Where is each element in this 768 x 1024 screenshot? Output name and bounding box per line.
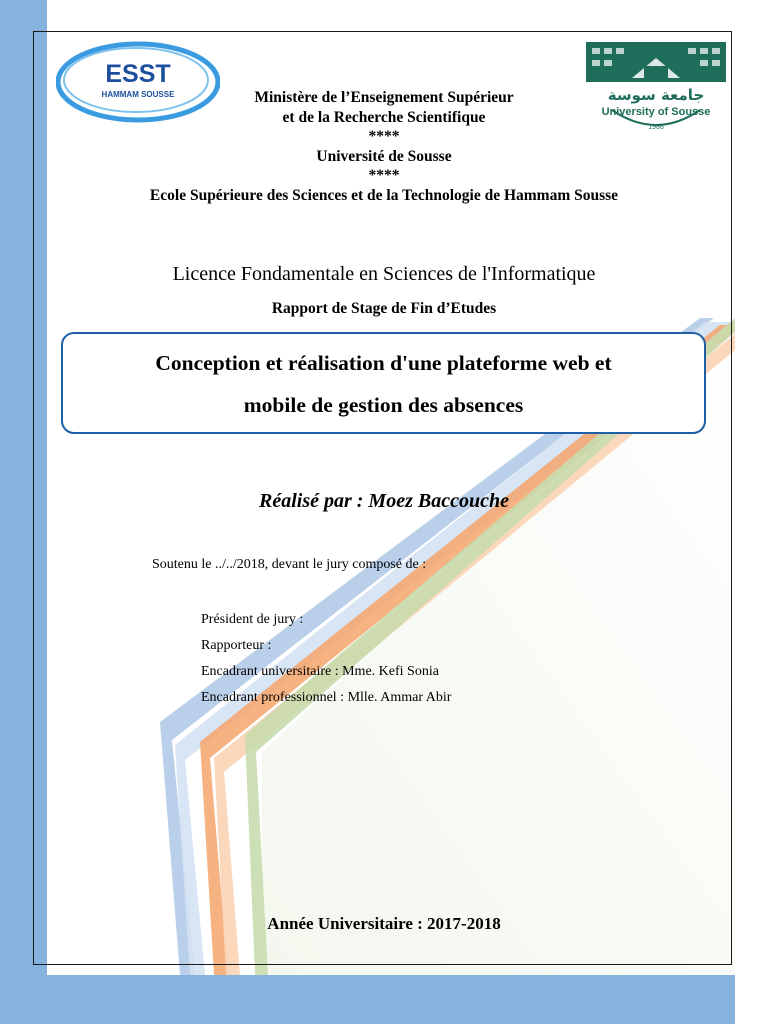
author-line: Réalisé par : Moez Baccouche: [259, 490, 509, 512]
separator-1: ****: [368, 128, 400, 145]
jury-academic-supervisor: Encadrant universitaire : Mme. Kefi Sonia: [201, 664, 439, 679]
esst-logo-text: ESST: [105, 60, 171, 88]
academic-year: Année Universitaire : 2017-2018: [267, 914, 501, 933]
jury-list: [201, 607, 451, 711]
sousse-logo-latin: University of Sousse: [601, 106, 711, 118]
jury-rapporteur: Rapporteur :: [201, 638, 272, 653]
school-name: Ecole Supérieure des Sciences et de la Technologie de Hammam Sousse: [149, 186, 619, 204]
ministry-header: [60, 88, 708, 205]
report-title-line-1: Conception et réalisation d'une plateforme web et: [155, 351, 612, 375]
esst-logo-subtext: HAMMAM SOUSSE: [101, 90, 175, 99]
degree-title: Licence Fondamentale en Sciences de l'Informatique: [172, 263, 596, 285]
separator-2: ****: [368, 167, 400, 184]
report-title: [61, 342, 706, 426]
sousse-logo-arabic: جامعة سوسة: [607, 86, 705, 104]
defense-line: Soutenu le ../../2018, devant le jury composé de :: [152, 557, 427, 572]
report-type: Rapport de Stage de Fin d’Etudes: [271, 300, 497, 317]
report-title-line-2: mobile de gestion des absences: [243, 393, 524, 417]
sousse-logo-year: 1986: [648, 124, 664, 131]
ministry-line-1: Ministère de l’Enseignement Supérieur: [254, 89, 514, 106]
university-name: Université de Sousse: [316, 147, 452, 165]
jury-president: Président de jury :: [201, 612, 304, 627]
jury-professional-supervisor: Encadrant professionnel : Mlle. Ammar Abir: [201, 690, 452, 705]
ministry-line-2: et de la Recherche Scientifique: [282, 108, 486, 126]
